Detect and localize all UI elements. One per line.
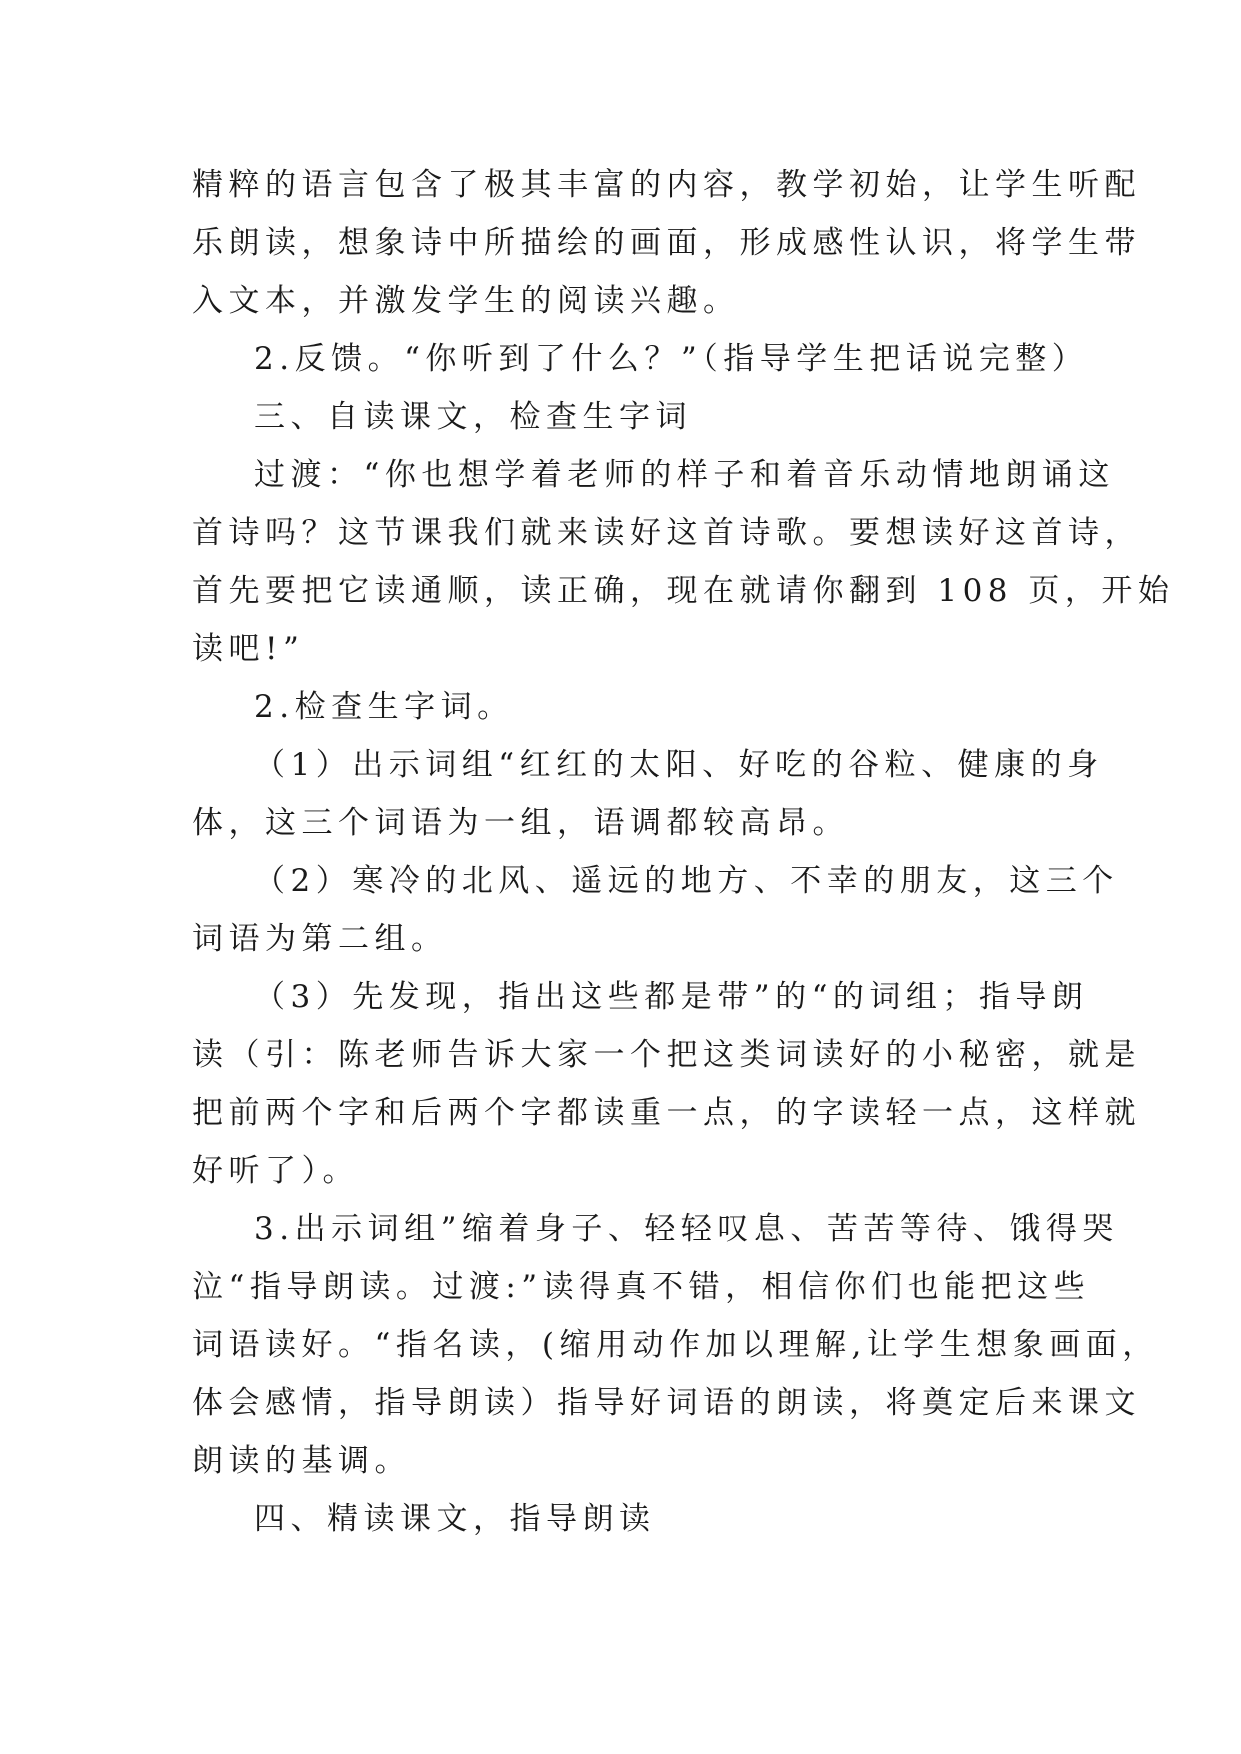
body-line: （1）出示词组“红红的太阳、好吃的谷粒、健康的身 bbox=[254, 747, 1104, 783]
body-line: 好听了）。 bbox=[192, 1153, 359, 1189]
body-line: 体，这三个词语为一组，语调都较高昂。 bbox=[192, 805, 849, 841]
body-line: 过渡：“你也想学着老师的样子和着音乐动情地朗诵这 bbox=[254, 457, 1115, 493]
body-line: 首诗吗？这节课我们就来读好这首诗歌。要想读好这首诗， bbox=[192, 515, 1141, 551]
body-line: 入文本，并激发学生的阅读兴趣。 bbox=[192, 283, 740, 319]
body-line: 读（引：陈老师告诉大家一个把这类词读好的小秘密，就是 bbox=[192, 1037, 1141, 1073]
body-line: （2）寒冷的北风、遥远的地方、不幸的朋友，这三个 bbox=[254, 863, 1119, 899]
body-line: 把前两个字和后两个字都读重一点，的字读轻一点，这样就 bbox=[192, 1095, 1141, 1131]
body-line: 乐朗读，想象诗中所描绘的画面，形成感性认识，将学生带 bbox=[192, 225, 1141, 261]
step-heading: 2.检查生字词。 bbox=[254, 689, 514, 725]
document-body bbox=[192, 156, 1175, 1548]
body-line: 词语读好。“指名读，(缩用动作加以理解,让学生想象画面， bbox=[192, 1327, 1159, 1363]
body-line: 精粹的语言包含了极其丰富的内容，教学初始，让学生听配 bbox=[192, 167, 1141, 203]
section-heading-4: 四、精读课文，指导朗读 bbox=[254, 1501, 656, 1537]
body-line: 泣“指导朗读。过渡:”读得真不错，相信你们也能把这些 bbox=[192, 1269, 1091, 1305]
body-line: 词语为第二组。 bbox=[192, 921, 448, 957]
body-line: 读吧!” bbox=[192, 631, 305, 667]
body-line: （3）先发现，指出这些都是带”的“的词组；指导朗 bbox=[254, 979, 1089, 1015]
body-line: 朗读的基调。 bbox=[192, 1443, 411, 1479]
body-line: 首先要把它读通顺，读正确，现在就请你翻到 108 页，开始 bbox=[192, 573, 1175, 609]
feedback-line: 2.反馈。“你听到了什么？”（指导学生把话说完整） bbox=[254, 341, 1089, 377]
section-heading-3: 三、自读课文，检查生字词 bbox=[254, 399, 692, 435]
body-line: 体会感情，指导朗读）指导好词语的朗读，将奠定后来课文 bbox=[192, 1385, 1141, 1421]
step-line: 3.出示词组”缩着身子、轻轻叹息、苦苦等待、饿得哭 bbox=[254, 1211, 1119, 1247]
